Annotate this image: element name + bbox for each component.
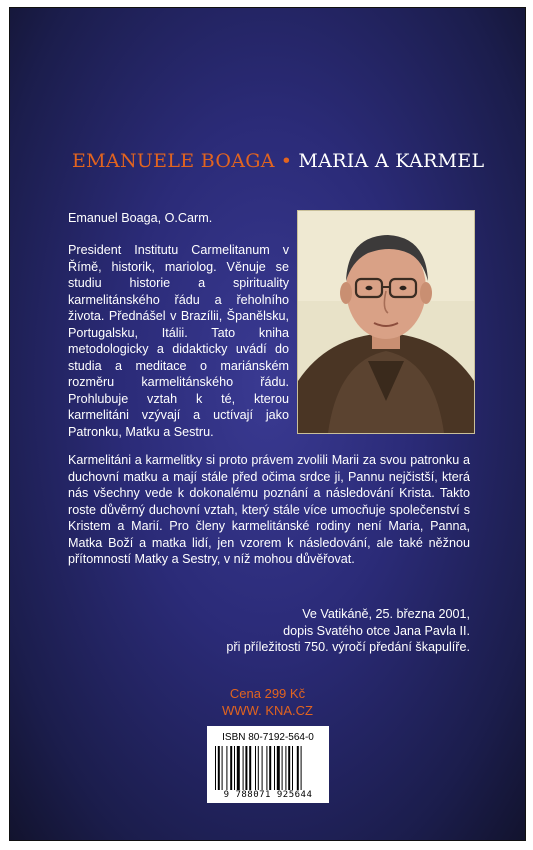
- author-photo: [297, 210, 475, 434]
- price-block: [215, 685, 320, 719]
- barcode-bars: [213, 746, 323, 790]
- quote-paragraph: Karmelitáni a karmelitky si proto právem zvolili Marii za svou patronku a duchovní matku a mají stále před očima srdce ji, Pannu nejčistší, která nás všechny vede k dokonalému poznání a následování Krista. Takto roste důvěrný duchovní vztah, který stále více umocňuje společenství s Kristem a Marií. Pro členy karmelitánské rodiny není Maria, Panna, Matka Boží a matka lidí, jen vzorem k následování, ale také něžnou přítomností Matky a Sestry, v níž mohou důvěřovat.: [68, 453, 470, 566]
- title-separator: •: [280, 150, 293, 172]
- website-label: WWW. KNA.CZ: [222, 703, 313, 718]
- barcode-number: 9 788071 925644: [223, 790, 313, 800]
- quote-source: [210, 606, 470, 656]
- isbn-label: ISBN 80-7192-564-0: [222, 732, 314, 743]
- quote-source-line-1: Ve Vatikáně, 25. března 2001,: [302, 607, 470, 621]
- quote-source-line-3: při příležitosti 750. výročí předání škapulíře.: [226, 640, 470, 654]
- book-back-cover: [10, 8, 525, 840]
- author-bio: President Institutu Carmelitanum v Římě, historik, mariolog. Věnuje se studiu historie a spirituality karmelitánského řádu a řeholního života. Přednášel v Brazílii, Španělsku, Portugalsku, Itálii. Tato kniha metodologicky a didakticky uvádí do studia a meditace o mariánském rozměru karmelitánského řádu. Prohlubuje vztah k té, kterou karmelitáni vzývají a uctívají jako Patronku, Matku a Sestru.: [68, 243, 289, 439]
- quote-source-line-2: dopis Svatého otce Jana Pavla II.: [283, 623, 470, 638]
- author-name: EMANUELE BOAGA: [72, 150, 275, 172]
- book-title: MARIA A KARMEL: [298, 150, 485, 172]
- price-label: Cena 299 Kč: [229, 686, 306, 701]
- author-signature-name: Emanuel Boaga, O.Carm.: [68, 211, 213, 225]
- cover-title: [72, 150, 492, 172]
- isbn-barcode: [207, 726, 329, 803]
